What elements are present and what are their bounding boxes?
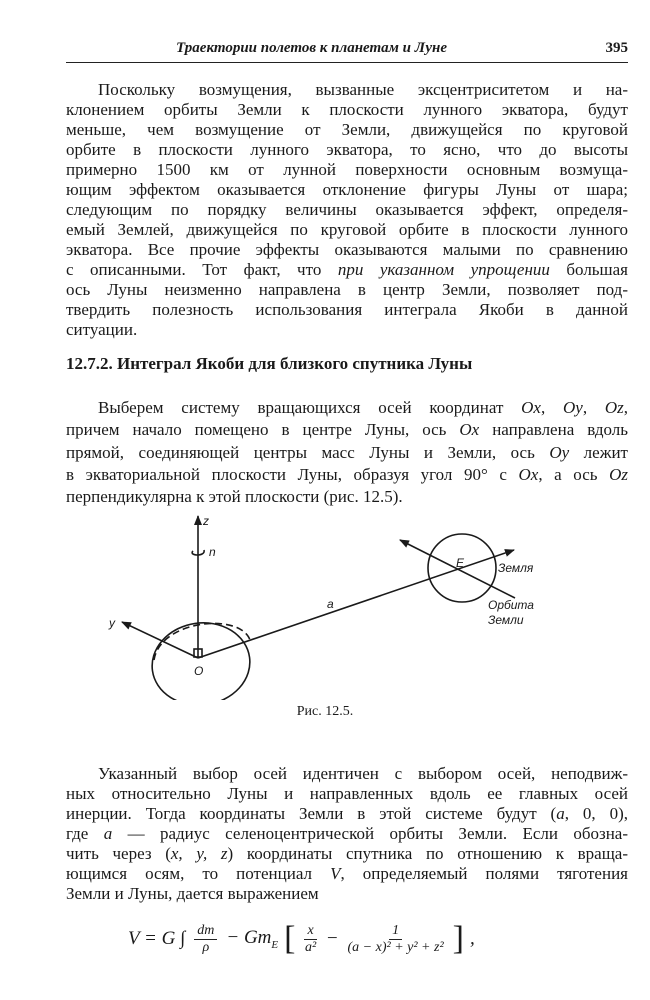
- text-segment: большая: [549, 260, 629, 279]
- text-segment: в экваториальной плоскости Луны, образуя угол 90° с: [66, 464, 519, 484]
- text-line: [66, 764, 628, 784]
- text-line: [66, 442, 628, 464]
- italic-text: Ox: [521, 398, 541, 417]
- label-orbit-1: Орбита: [488, 598, 534, 612]
- label-a: a: [327, 597, 334, 611]
- label-e: E: [456, 556, 465, 570]
- text-segment: с описанными. Тот факт, что: [66, 260, 338, 279]
- text-segment: прямой, соединяющей центры масс Луны и Земли, ось: [66, 442, 550, 462]
- text-segment: где: [66, 824, 104, 843]
- numerator: x: [304, 923, 316, 940]
- text-line: [66, 120, 628, 140]
- text-segment: Указанный выбор осей идентичен с выбором осей, неподвиж-: [98, 764, 628, 783]
- text-segment: — радиус селеноцентрической орбиты Земли. Если обозна-: [112, 824, 628, 843]
- numerator: dm: [194, 923, 217, 940]
- potential-formula: [128, 920, 475, 958]
- italic-text: Oz: [604, 398, 624, 417]
- text-segment: , а ось: [538, 464, 610, 484]
- text-line: [66, 160, 628, 180]
- left-bracket: [: [284, 920, 296, 957]
- italic-text: V: [330, 864, 341, 883]
- text-segment: ,: [623, 398, 629, 417]
- text-line: [66, 804, 628, 824]
- paragraph-1: [66, 80, 628, 340]
- formula-minus: −: [325, 928, 339, 949]
- label-n: n: [209, 545, 216, 559]
- text-segment: орбите в плоскости лунного экватора, то ясно, что до высоты: [66, 140, 628, 159]
- text-line: [66, 419, 628, 441]
- italic-text: Oz: [609, 464, 628, 484]
- text-segment: Выберем систему вращающихся осей координат: [98, 398, 522, 417]
- text-line: [66, 884, 628, 904]
- text-line: [66, 240, 628, 260]
- moon-earth-line: [198, 550, 514, 658]
- label-o: O: [194, 664, 204, 678]
- text-line: [66, 397, 628, 419]
- figure-caption: Рис. 12.5.: [296, 704, 354, 719]
- text-segment: Земли и Луны, дается выражением: [66, 884, 319, 903]
- text-segment: инерции. Тогда координаты Земли в этой системе будут (: [66, 804, 557, 823]
- paragraph-3: [66, 764, 628, 904]
- text-segment: ющимся осям, то потенциал: [66, 864, 331, 883]
- running-title: Траектории полетов к планетам и Луне: [176, 40, 447, 56]
- formula-lhs: V = G ∫: [128, 928, 186, 949]
- italic-text: Oy: [549, 442, 570, 462]
- text-segment: экватора. Все прочие эффекты оказываются малыми по сравнению: [66, 240, 628, 259]
- label-orbit-2: Земли: [488, 613, 524, 627]
- text-segment: ,: [582, 398, 605, 417]
- text-segment: ных относительно Луны и направленных вдоль ее главных осей: [66, 784, 628, 803]
- text-segment: меньше, чем возмущение от Земли, движущейся по круговой: [66, 120, 628, 139]
- text-segment: ,: [540, 398, 563, 417]
- denominator: a²: [304, 939, 317, 955]
- italic-text: x, y, z: [170, 844, 228, 863]
- text-line: [66, 864, 628, 884]
- text-line: [66, 464, 628, 486]
- text-line: [66, 320, 628, 340]
- fraction-dm-rho: [194, 923, 217, 956]
- section-heading: 12.7.2. Интеграл Якоби для близкого спутника Луны: [66, 354, 473, 373]
- paragraph-2: [66, 397, 628, 508]
- text-segment: чить через (: [66, 844, 171, 863]
- italic-text: Ox: [518, 464, 539, 484]
- denominator: (a − x)² + y² + z²: [347, 939, 444, 955]
- label-y: y: [109, 616, 115, 630]
- text-line: [66, 220, 628, 240]
- formula-comma: ,: [469, 928, 475, 949]
- text-line: [66, 200, 628, 220]
- italic-text: a: [103, 824, 113, 843]
- label-earth: Земля: [498, 561, 534, 575]
- denominator: ρ: [202, 939, 210, 955]
- text-segment: , определяемый полями тяготения: [340, 864, 628, 883]
- fraction-x-a2: [304, 923, 316, 956]
- text-segment: емый Землей, движущейся по круговой орбите в плоскости лунного: [66, 220, 628, 239]
- figure-12-5: [0, 500, 650, 700]
- formula-gm: − Gm: [226, 927, 272, 949]
- text-segment: следующим по порядку величины оказывается эффект, определя-: [66, 200, 628, 219]
- text-line: [66, 844, 628, 864]
- text-segment: ситуации.: [66, 320, 138, 339]
- formula-mid: [226, 927, 278, 951]
- label-z: z: [203, 514, 209, 528]
- text-line: [66, 260, 628, 280]
- numerator: 1: [389, 923, 402, 940]
- text-segment: ющим эффектом оказывается отклонение фигуры Луны от шара;: [66, 180, 628, 199]
- running-header: [66, 38, 628, 63]
- italic-text: при указанном упрощении: [337, 260, 550, 279]
- text-segment: ) координаты спутника по отношению к враща-: [227, 844, 628, 863]
- italic-text: Ox: [459, 420, 480, 440]
- text-line: [66, 140, 628, 160]
- text-segment: направлена вдоль: [479, 420, 628, 440]
- text-segment: причем начало помещено в центре Луны, ось: [66, 420, 460, 440]
- text-segment: Поскольку возмущения, вызванные эксцентриситетом и на-: [98, 80, 628, 99]
- italic-text: Oy: [563, 398, 583, 417]
- text-line: [66, 824, 628, 844]
- formula-subscript: E: [271, 938, 279, 951]
- text-segment: ось Луны неизменно направлена в центр Земли, позволяет под-: [66, 280, 628, 299]
- fraction-distance: [348, 923, 444, 956]
- right-bracket: ]: [452, 920, 464, 957]
- text-line: [66, 100, 628, 120]
- text-line: [66, 784, 628, 804]
- text-line: [66, 300, 628, 320]
- text-segment: клонением орбиты Земли к плоскости лунного экватора, будут: [66, 100, 628, 119]
- page-number: 395: [605, 40, 628, 56]
- text-segment: твердить полезность использования интеграла Якоби в данной: [66, 300, 628, 319]
- text-segment: лежит: [569, 442, 628, 462]
- text-line: [66, 80, 628, 100]
- text-segment: , 0, 0),: [564, 804, 628, 823]
- text-line: [66, 280, 628, 300]
- text-segment: перпендикулярна к этой плоскости (рис. 12.5).: [66, 487, 403, 507]
- italic-text: a: [556, 804, 565, 823]
- text-line: [66, 180, 628, 200]
- text-segment: примерно 1500 км от лунной поверхности основным возмуща-: [66, 160, 628, 179]
